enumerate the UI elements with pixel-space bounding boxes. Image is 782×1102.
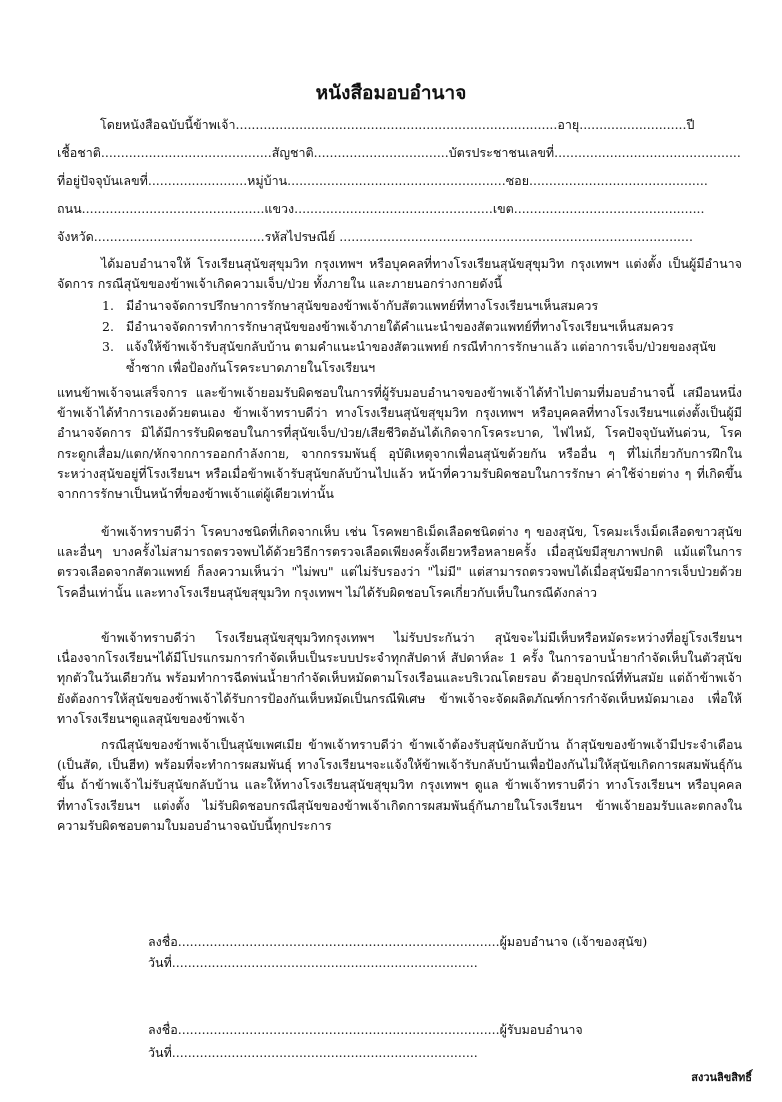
list-item-text: มีอำนาจจัดการปรึกษาการรักษาสุนัขของข้าพเจ้ากับสัตวแพทย์ที่ทางโรงเรียนฯเห็นสมควร [126, 298, 599, 313]
list-item [102, 296, 742, 317]
list-item [102, 337, 742, 378]
list-item-text: แจ้งให้ข้าพเจ้ารับสุนัขกลับบ้าน ตามคำแนะนำของสัตวแพทย์ กรณีทำการรักษาแล้ว แต่อาการเจ็บ/ป่วยของสุนัขซ้ำซาก เพื่อป้องกันโรคระบาดภายในโรงเรียนฯ [126, 339, 717, 375]
list-item [102, 317, 742, 338]
form-line-nationality-id: เชื้อชาติ...........................................สัญชาติ..................................บัตรประชาชนเลขที่............................................... [57, 145, 741, 160]
paragraph-female-dog: กรณีสุนัขของข้าพเจ้าเป็นสุนัขเพศเมีย ข้าพเจ้าทราบดีว่า ข้าพเจ้าต้องรับสุนัขกลับบ้าน ถ้าสุนัขของข้าพเจ้ามีประจำเดือน (เป็นสัด, เป็นฮีท) พร้อมที่จะทำการผสมพันธุ์ ทางโรงเรียนฯจะแจ้งให้ข้าพเจ้ารับกลับบ้านเพื่อป้องกันไม่ให้สุนัขเกิดการผสมพันธุ์กันขึ้น ถ้าข้าพเจ้าไม่รับสุนัขกลับบ้าน และให้ทางโรงเรียนสุนัขสุขุมวิท กรุงเทพฯ ดูแล ข้าพเจ้าทราบดีว่า ทางโรงเรียนฯ หรือบุคคลที่ทางโรงเรียนฯ แต่งตั้ง ไม่รับผิดชอบกรณีสุนัขของข้าพเจ้าเกิดการผสมพันธุ์กันภายในโรงเรียนฯ ข้าพเจ้ายอมรับและตกลงในความรับผิดชอบตามใบมอบอำนาจฉบับนี้ทุกประการ [57, 737, 742, 833]
paragraph-flea-control: ข้าพเจ้าทราบดีว่า โรงเรียนสุนัขสุขุมวิทกรุงเทพฯ ไม่รับประกันว่า สุนัขจะไม่มีเห็บหรือหมัดระหว่างที่อยู่โรงเรียนฯ เนื่องจากโรงเรียนฯได้มีโปรแกรมการกำจัดเห็บเป็นระบบประจำทุกสัปดาห์ สัปดาห์ละ 1 ครั้ง ในการอาบน้ำยากำจัดเห็บในตัวสุนัขทุกตัวในวันเดียวกัน พร้อมทำการฉีดพ่นน้ำยากำจัดเห็บหมัดตามโรงเรือนและบริเวณโดยรอบ ด้วยอุปกรณ์ที่ทันสมัย แต่ถ้าข้าพเจ้ายังต้องการให้สุนัขของข้าพเจ้าได้รับการป้องกันเห็บหมัดเป็นกรณีพิเศษ ข้าพเจ้าจะจัดผลิตภัณฑ์การกำจัดเห็บหมัดมาเอง เพื่อให้ทางโรงเรียนฯดูแลสุนัขของข้าพเจ้า [57, 630, 742, 726]
paragraph-authorization: ได้มอบอำนาจให้ โรงเรียนสุนัขสุขุมวิท กรุงเทพฯ หรือบุคคลที่ทางโรงเรียนสุนัขสุขุมวิท กรุงเทพฯ แต่งตั้ง เป็นผู้มีอำนาจจัดการ กรณีสุนัขของข้าพเจ้าเกิดความเจ็บ/ป่วย ทั้งภายใน และภายนอกร่างกายดังนี้ [57, 256, 742, 292]
list-item-number: 2. [102, 318, 114, 334]
form-line-road-district: ถนน..............................................แขวง..................................................เขต................................................ [57, 201, 705, 216]
grantor-signature-line: ลงชื่อ.................................................................................ผู้มอบอำนาจ (เจ้าของสุนัข) [148, 934, 648, 949]
list-item-number: 3. [102, 339, 114, 354]
document-title: หนังสือมอบอำนาจ [315, 82, 467, 104]
form-line-address: ที่อยู่ปัจจุบันเลขที่.........................หมู่บ้าน.......................................................ซอย............................................. [57, 173, 708, 188]
list-item-number: 1. [102, 298, 114, 313]
grantee-signature-line: ลงชื่อ.................................................................................ผู้รับมอบอำนาจ [148, 1022, 583, 1037]
paragraph-responsibility: แทนข้าพเจ้าจนเสร็จการ และข้าพเจ้ายอมรับผิดชอบในการที่ผู้รับมอบอำนาจของข้าพเจ้าได้ทำไปตามที่มอบอำนาจนี้ เสมือนหนึ่งข้าพเจ้าได้ทำการเองด้วยตนเอง ข้าพเจ้าทราบดีว่า ทางโรงเรียนสุนัขสุขุมวิท กรุงเทพฯ หรือบุคคลที่ทางโรงเรียนฯแต่งตั้งเป็นผู้มีอำนาจจัดการ มิได้มีการรับผิดชอบในการที่สุนัขเจ็บ/ป่วย/เสียชีวิตอันได้เกิดจากโรคระบาด, ไฟไหม้, โรคปัจจุบันทันด่วน, โรคกระดูกเสื่อม/แตก/หักจากการออกกำลังกาย, จากกรรมพันธุ์ อุบัติเหตุจากเพื่อนสุนัขด้วยกัน หรืออื่น ๆ ที่ไม่เกี่ยวกับการฝึกในระหว่างสุนัขอยู่ที่โรงเรียนฯ หรือเมื่อข้าพเจ้ารับสุนัขกลับบ้านไปแล้ว หน้าที่ความรับผิดชอบในการรักษา ค่าใช้จ่ายต่าง ๆ ที่เกิดขึ้นจากการรักษาเป็นหน้าที่ของข้าพเจ้าแต่ผู้เดียวเท่านั้น [57, 385, 742, 502]
grantor-date-line: วันที่............................................................................. [148, 955, 478, 970]
list-item-text: มีอำนาจจัดการทำการรักษาสุนัขของข้าพเจ้าภายใต้คำแนะนำของสัตวแพทย์ที่ทางโรงเรียนฯเห็นสมควร [126, 318, 674, 334]
copyright-notice: สงวนลิขสิทธิ์ [691, 1071, 752, 1084]
paragraph-tick-diseases: ข้าพเจ้าทราบดีว่า โรคบางชนิดที่เกิดจากเห็บ เช่น โรคพยาธิเม็ดเลือดชนิดต่าง ๆ ของสุนัข, โรคมะเร็งเม็ดเลือดขาวสุนัข และอื่นๆ บางครั้งไม่สามารถตรวจพบได้ด้วยวิธีการตรวจเลือดเพียงครั้งเดียวหรือหลายครั้ง เมื่อสุนัขมีสุขภาพปกติ แม้แต่ในการตรวจเลือดจากสัตวแพทย์ ก็ลงความเห็นว่า "ไม่พบ" แต่ไม่รับรองว่า "ไม่มี" แต่สามารถตรวจพบได้เมื่อสุนัขมีอาการเจ็บป่วยด้วยโรคอื่นเท่านั้น และทางโรงเรียนสุนัขสุขุมวิท กรุงเทพฯ ไม่ได้รับผิดชอบโรคเกี่ยวกับเห็บในกรณีดังกล่าว [57, 524, 742, 600]
form-line-province-postcode: จังหวัด...........................................รหัสไปรษณีย์ ......................................................................................... [57, 229, 693, 244]
authority-list [102, 296, 742, 378]
grantee-date-line: วันที่............................................................................. [148, 1045, 478, 1060]
form-line-name-age: โดยหนังสือฉบับนี้ข้าพเจ้า.................................................................................อายุ...........................ปี [100, 117, 695, 132]
